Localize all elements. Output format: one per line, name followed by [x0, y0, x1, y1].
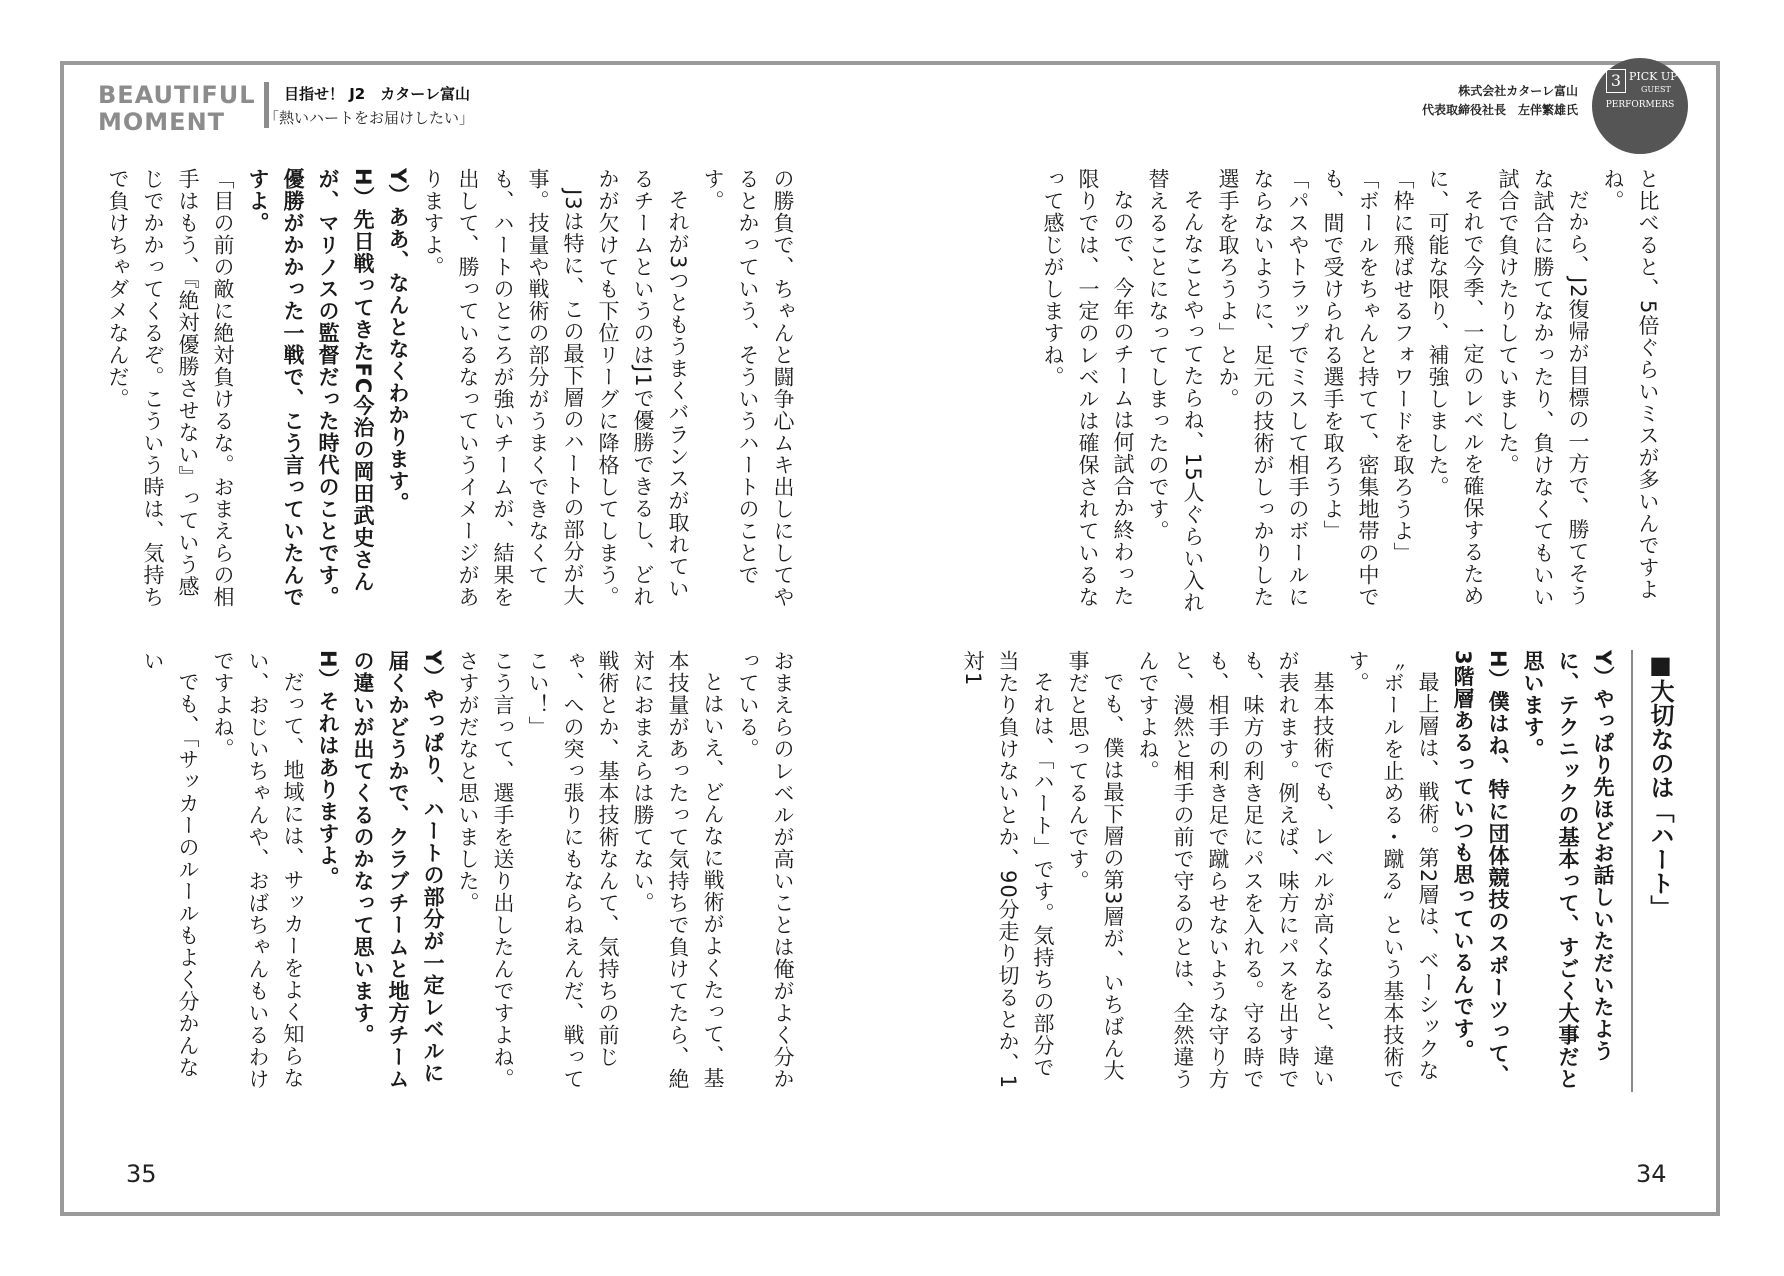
paragraph: 「枠に飛ばせるフォワードを取ろうよ」: [1391, 168, 1415, 564]
pickup-label: PICK UP: [1629, 70, 1678, 83]
paragraph: 基本技術でも、レベルが高くなると、違いが表れます。例えば、味方にパスを出す時でも、味方の利き足にパスを入れる。守る時でも、相手の利き足で蹴らせないような守り方と、漫然と相手の前で守るのとは、全然違うんですよね。: [1136, 650, 1335, 1090]
paragraph: だから、J2復帰が目標の一方で、勝てそうな試合に勝てなかったり、負けなくてもいい試合で負けたりしていました。: [1496, 168, 1590, 608]
brand-line-1: BEAUTIFUL: [98, 81, 256, 109]
paragraph-speaker-h: H）先日戦ってきたFC今治の岡田武史さんが、マリノスの監督だった時代のことです。優勝がかかった一戦で、こう言っていたんですよ。: [246, 168, 375, 608]
page-number-left: 35: [126, 1160, 157, 1188]
paragraph: でも、僕は最下層の第3層が、いちばん大事だと思ってるんです。: [1066, 650, 1125, 1082]
pickup-performers: PERFORMERS: [1605, 100, 1675, 110]
heading-rule: [1631, 650, 1633, 1092]
paragraph: でも、「サッカーのルールもよく分かんない: [141, 650, 200, 1079]
paragraph: こう言って、選手を送り出したんですよね。さすがだなと思いました。: [456, 650, 515, 1090]
paragraph: 「パスやトラップでミスして相手のボールにならないように、足元の技術がしっかりした選手を取ろうよ」とか。: [1216, 168, 1310, 608]
left-page-top-text: [106, 168, 800, 616]
paragraph: なので、今年のチームは何試合か終わった限りでは、一定のレベルは確保されているなって感じがしますね。: [1041, 168, 1135, 608]
left-page-bottom-text: [120, 650, 800, 1092]
page-number-right: 34: [1636, 1160, 1667, 1188]
paragraph: とはいえ、どんなに戦術がよくたって、基本技量があったって気持ちで負けてたら、絶対におまえらは勝てない。: [631, 650, 725, 1090]
pickup-guest: GUEST: [1641, 85, 1671, 94]
paragraph: そんなことやってたらね、15人ぐらい入れ替えることになってしまったのです。: [1146, 168, 1205, 614]
paragraph: 最上層は、戦術。第2層は、ベーシックな〝ボールを止める・蹴る〟という基本技術です。: [1346, 650, 1440, 1090]
paragraph: 「ボールをちゃんと持てて、密集地帯の中でも、間で受けられる選手を取ろうよ」: [1321, 168, 1380, 608]
paragraph: 戦術とか、基本技術なんて、気持ちの前じゃ、への突っ張りにもならねえんだ、戦ってこい！」: [526, 650, 620, 1090]
paragraph: J3は特に、この最下層のハートの部分が大事。技量や戦術の部分がうまくできなくても、ハートのところが強いチームが、結果を出して、勝っているなっていうイメージがありますよ。: [421, 168, 585, 608]
series-title: 目指せ！ J2 カターレ富山: [284, 85, 470, 103]
paragraph: それが3つともうまくバランスが取れているチームというのはJ1で優勝できるし、どれかが欠けても下位リーグに降格してしまう。: [596, 168, 690, 608]
paragraph-speaker-h: H）それはありますよ。: [316, 650, 340, 889]
right-page-bottom-text: [961, 650, 1620, 1092]
paragraph-speaker-h: H）僕はね、特に団体競技のスポーツって、3階層あるっていつも思っているんです。: [1451, 650, 1510, 1087]
paragraph: だって、地域には、サッカーをよく知らない、おじいちゃんや、おばちゃんもいるわけですよね。: [211, 650, 305, 1090]
paragraph: それは、「ハート」です。気持ちの部分で当たり負けないとか、90分走り切るとか、1対1: [961, 650, 1055, 1090]
right-page-top-text: [1041, 168, 1665, 616]
section-heading: ■大切なのは「ハート」: [1646, 650, 1675, 919]
company-president: 代表取締役社長 左伴繁雄氏: [1421, 103, 1578, 117]
paragraph: それで今季、一定のレベルを確保するために、可能な限り、補強しました。: [1426, 168, 1485, 607]
paragraph-speaker-y: Y）やっぱり先ほどお話しいただいたように、テクニックの基本って、すごく大事だと思います。: [1521, 650, 1615, 1090]
company-name: 株式会社カターレ富山: [1458, 84, 1578, 98]
brand-line-2: MOMENT: [98, 108, 226, 136]
pickup-number: 3: [1606, 69, 1626, 93]
company-credit: [1422, 82, 1578, 120]
paragraph: と比べると、5倍ぐらいミスが多いんですよね。: [1601, 168, 1660, 601]
paragraph: おまえらのレベルが高いことは俺がよく分かっている。: [736, 650, 795, 1090]
series-subtitle: 「熱いハートをお届けしたい」: [264, 109, 475, 127]
paragraph-speaker-y: Y）やっぱり、ハートの部分が一定レベルに届くかどうかで、クラブチームと地方チームの違いが出てくるのかなって思います。: [351, 650, 445, 1090]
pickup-badge: [1592, 58, 1688, 154]
paragraph: 「目の前の敵に絶対負けるな。おまえらの相手はもう、『絶対優勝させない』っていう感じでかかってくるぞ。こういう時は、気持ちで負けちゃダメなんだ。: [106, 168, 235, 608]
paragraph: の勝負で、ちゃんと闘争心ムキ出しにしてやるとかっていう、そういうハートのことです。: [701, 168, 795, 608]
paragraph-speaker-y: Y）ああ、なんとなくわかります。: [386, 168, 410, 515]
brand-logo: [98, 82, 258, 136]
